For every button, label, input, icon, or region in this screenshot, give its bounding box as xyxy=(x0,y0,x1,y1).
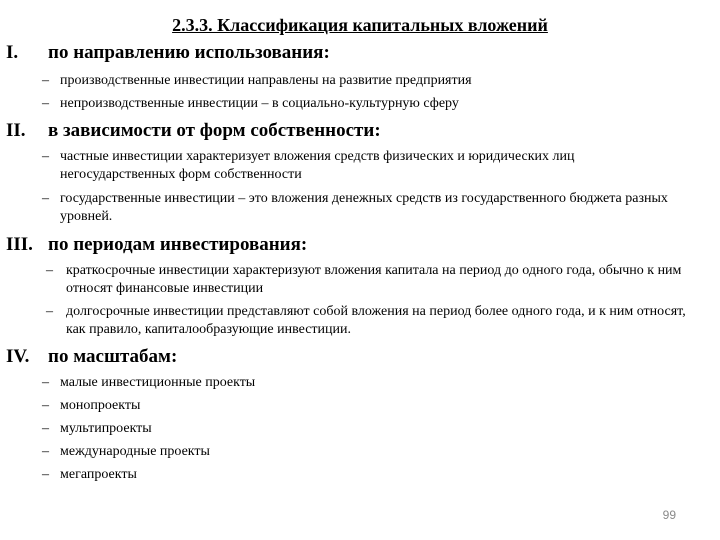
list-item xyxy=(42,72,712,90)
list-item-text: малые инвестиционные проекты xyxy=(60,375,256,390)
dash-marker: – xyxy=(46,263,53,278)
dash-marker: – xyxy=(42,421,49,436)
section-2-number: II. xyxy=(6,120,26,141)
list-item-text: монопроекты xyxy=(60,398,141,413)
section-1-heading: по направлению использования: xyxy=(48,42,330,63)
section-1-number: I. xyxy=(6,42,19,63)
section-3-heading: по периодам инвестирования: xyxy=(48,234,308,255)
list-item xyxy=(42,397,702,415)
list-item xyxy=(46,303,702,339)
section-1-header xyxy=(6,42,330,64)
section-2-heading: в зависимости от форм собственности: xyxy=(48,120,381,141)
list-item xyxy=(42,95,712,113)
list-item-text: государственные инвестиции – это вложения денежных средств из государственного бюджета разных уровней. xyxy=(60,191,668,224)
list-item xyxy=(42,190,714,226)
list-item-text: частные инвестиции характеризует вложения средств физических и юридических лиц негосударственных форм собственности xyxy=(60,149,575,182)
list-item-text: мегапроекты xyxy=(60,467,137,482)
dash-marker: – xyxy=(46,304,53,319)
list-item xyxy=(46,262,712,298)
list-item-text: долгосрочные инвестиции представляют собой вложения на период более одного года, и к ним относят, как правило, капиталообразующие инвестиции. xyxy=(66,304,686,337)
section-4-header xyxy=(6,346,178,368)
section-2-header xyxy=(6,120,381,142)
list-item xyxy=(42,466,702,484)
section-4-number: IV. xyxy=(6,346,30,367)
list-item xyxy=(42,443,702,461)
list-item-text: производственные инвестиции направлены на развитие предприятия xyxy=(60,73,472,88)
list-item-text: непроизводственные инвестиции – в социально-культурную сферу xyxy=(60,96,459,111)
list-item xyxy=(42,148,692,184)
slide-title: 2.3.3. Классификация капитальных вложений xyxy=(172,15,548,35)
dash-marker: – xyxy=(42,149,49,164)
section-3-number: III. xyxy=(6,234,33,255)
list-item-text: мультипроекты xyxy=(60,421,152,436)
dash-marker: – xyxy=(42,467,49,482)
list-item-text: краткосрочные инвестиции характеризуют вложения капитала на период до одного года, обычно к ним относят финансовые инвестиции xyxy=(66,263,682,296)
list-item xyxy=(42,420,702,438)
list-item xyxy=(42,374,702,392)
dash-marker: – xyxy=(42,398,49,413)
dash-marker: – xyxy=(42,96,49,111)
dash-marker: – xyxy=(42,73,49,88)
dash-marker: – xyxy=(42,375,49,390)
section-3-header xyxy=(6,234,308,256)
dash-marker: – xyxy=(42,191,49,206)
section-4-heading: по масштабам: xyxy=(48,346,178,367)
list-item-text: международные проекты xyxy=(60,444,210,459)
page-number: 99 xyxy=(662,508,676,522)
dash-marker: – xyxy=(42,444,49,459)
